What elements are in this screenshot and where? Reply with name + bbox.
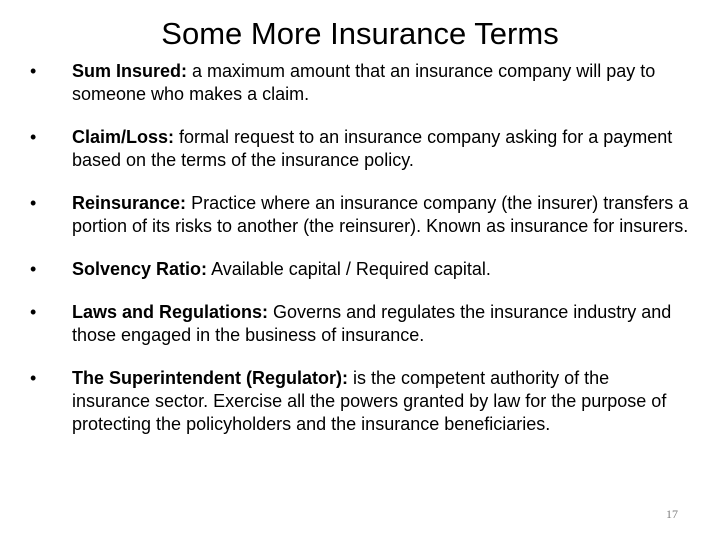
term-definition: is the competent authority of the insurance sector. Exercise all the powers granted by law for the purpose of protecting the policyholders and the insurance beneficiaries. (72, 368, 667, 434)
bullet-item-claim-loss (30, 126, 690, 172)
slide-title: Some More Insurance Terms (161, 16, 559, 51)
bullet-icon: • (30, 259, 37, 279)
term-definition: formal request to an insurance company asking for a payment based on the terms of the insurance policy. (72, 127, 673, 170)
bullet-item-laws-and-regulations (30, 301, 690, 347)
term-label: Reinsurance: (72, 193, 187, 213)
term-label: Laws and Regulations: (72, 302, 269, 322)
bullet-icon: • (30, 127, 37, 147)
bullet-icon: • (30, 368, 37, 388)
bullet-list (30, 60, 690, 456)
term-definition: a maximum amount that an insurance company will pay to someone who makes a claim. (72, 61, 656, 104)
bullet-icon: • (30, 193, 37, 213)
term-label: The Superintendent (Regulator): (72, 368, 348, 388)
bullet-icon: • (30, 302, 37, 322)
bullet-item-superintendent (30, 367, 690, 436)
term-definition: Practice where an insurance company (the insurer) transfers a portion of its risks to another (the reinsurer). Known as insurance for insurers. (72, 193, 689, 236)
term-label: Sum Insured: (72, 61, 188, 81)
term-definition: Available capital / Required capital. (211, 259, 491, 279)
term-label: Solvency Ratio: (72, 259, 208, 279)
bullet-icon: • (30, 61, 37, 81)
bullet-item-reinsurance (30, 192, 690, 238)
bullet-item-solvency-ratio (30, 258, 690, 281)
bullet-item-sum-insured (30, 60, 690, 106)
term-label: Claim/Loss: (72, 127, 175, 147)
page-number: 17 (666, 507, 678, 521)
term-definition: Governs and regulates the insurance industry and those engaged in the business of insurance. (72, 302, 672, 345)
